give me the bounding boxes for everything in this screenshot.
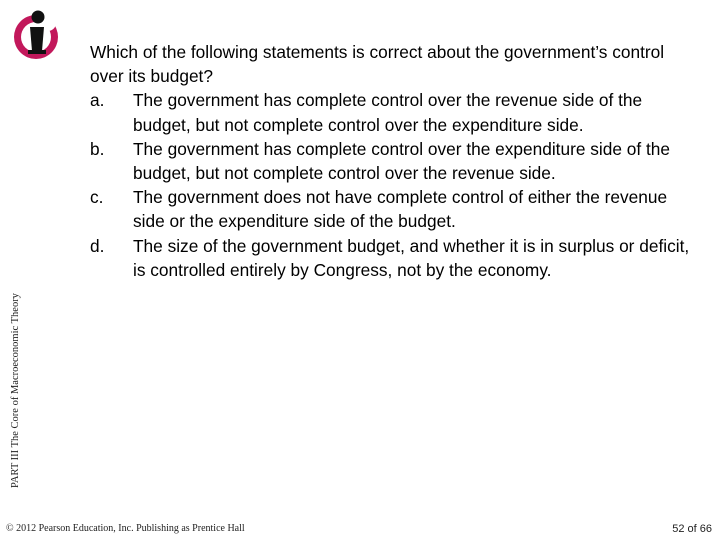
- option-letter: d.: [90, 235, 105, 256]
- side-part-label: PART III The Core of Macroeconomic Theory: [10, 293, 21, 488]
- option-letter: c.: [90, 187, 104, 208]
- option-text: The government has complete control over the revenue side of the budget, but not complete control over the expenditure side.: [133, 90, 643, 135]
- copyright-text: © 2012 Pearson Education, Inc. Publishing as Prentice Hall: [6, 523, 245, 534]
- logo-graphic: [8, 7, 64, 63]
- logo-person-base: [28, 50, 46, 54]
- logo-person-body: [30, 27, 44, 51]
- answer-options: [90, 88, 700, 282]
- question-block: [90, 40, 700, 282]
- logo-person-head: [32, 11, 45, 24]
- option-a: [90, 88, 700, 136]
- option-text: The government does not have complete control of either the revenue side or the expenditure side of the budget.: [133, 187, 668, 232]
- option-b: [90, 137, 700, 185]
- option-c: [90, 185, 700, 233]
- option-text: The size of the government budget, and whether it is in surplus or deficit, is controlled entirely by Congress, not by the economy.: [133, 235, 690, 280]
- page-number: 52 of 66: [672, 523, 712, 535]
- option-text: The government has complete control over the expenditure side of the budget, but not complete control over the revenue side.: [133, 138, 670, 184]
- option-d: [90, 234, 700, 282]
- option-letter: b.: [90, 138, 105, 159]
- question-text: Which of the following statements is correct about the government’s control over its budget?: [90, 42, 665, 87]
- option-letter: a.: [90, 90, 105, 111]
- info-person-icon: [8, 7, 64, 63]
